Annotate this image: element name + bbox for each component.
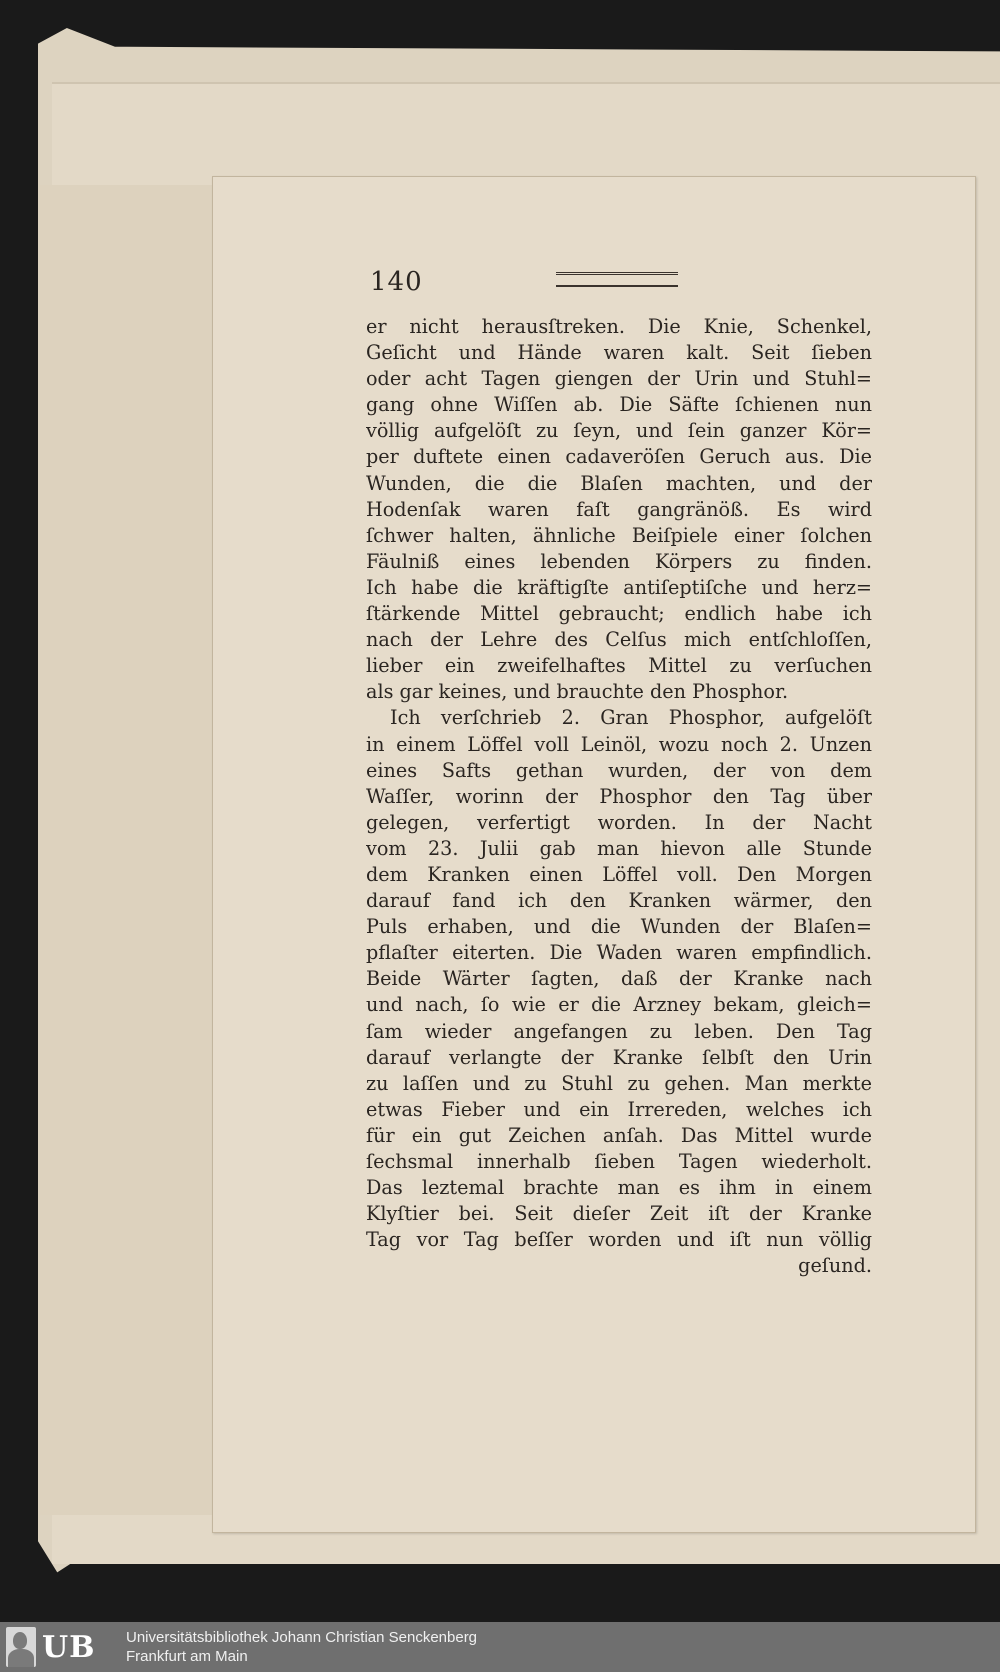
text-line: Geſicht und Hände waren kalt. Seit ſieben — [366, 341, 872, 365]
library-footer — [0, 1622, 1000, 1672]
text-line: Puls erhaben, und die Wunden der Blaſen= — [366, 915, 872, 939]
text-line: in einem Löffel voll Leinöl, wozu noch 2. Unzen — [366, 732, 872, 756]
library-logo — [6, 1627, 116, 1667]
text-line: Ich verſchrieb 2. Gran Phosphor, aufgelöſt — [390, 706, 872, 730]
text-line: für ein gut Zeichen anſah. Das Mittel wurde — [366, 1123, 872, 1147]
text-line: per duftete einen cadaveröſen Geruch aus. Die — [366, 445, 872, 469]
text-line: etwas Fieber und ein Irrereden, welches ich — [366, 1097, 872, 1121]
text-line: er nicht herausſtreken. Die Knie, Schenkel, — [366, 315, 872, 338]
text-line: Waſſer, worinn der Phosphor den Tag über — [366, 784, 872, 808]
text-line: darauf verlangte der Kranke ſelbſt den Urin — [366, 1045, 872, 1069]
text-line: lieber ein zweifelhaftes Mittel zu verſuchen — [366, 654, 872, 678]
text-line: nach der Lehre des Celſus mich entſchloſſen, — [366, 628, 872, 652]
text-line: ſechsmal innerhalb ſieben Tagen wiederholt. — [366, 1150, 872, 1173]
page-body-text — [366, 314, 872, 1279]
text-line: eines Safts gethan wurden, der von dem — [366, 758, 872, 782]
text-line: Klyſtier bei. Seit dieſer Zeit iſt der Kranke — [366, 1202, 872, 1226]
text-line: oder acht Tagen giengen der Urin und Stuhl= — [366, 367, 872, 391]
text-line: Hodenſak waren faſt gangränöß. Es wird — [366, 497, 872, 521]
text-line: Das leztemal brachte man es ihm in einem — [366, 1176, 872, 1200]
text-line: dem Kranken einen Löffel voll. Den Morgen — [366, 862, 872, 886]
text-line: darauf fand ich den Kranken wärmer, den — [366, 889, 872, 913]
text-line: gelegen, verfertigt worden. In der Nacht — [366, 810, 872, 834]
library-name-line2: Frankfurt am Main — [126, 1648, 248, 1665]
text-line: und nach, ſo wie er die Arzney bekam, gleich= — [366, 993, 872, 1017]
text-line: geſund. — [798, 1254, 872, 1278]
text-line: ſam wieder angefangen zu leben. Den Tag — [366, 1019, 872, 1043]
text-line: pflaſter eiterten. Die Waden waren empfindlich. — [366, 941, 872, 965]
text-line: zu laſſen und zu Stuhl zu gehen. Man merkte — [366, 1071, 872, 1095]
text-line: Ich habe die kräftigſte antiſeptiſche und herz= — [366, 575, 872, 599]
text-line: als gar keines, und brauchte den Phosphor. — [366, 680, 789, 704]
page-number: 140 — [370, 267, 423, 297]
text-line: gang ohne Wiſſen ab. Die Säfte ſchienen nun — [366, 393, 872, 417]
text-line: Wunden, die die Blaſen machten, und der — [366, 471, 872, 495]
logo-text: UB — [42, 1629, 96, 1665]
text-line: Beide Wärter ſagten, daß der Kranke nach — [366, 967, 872, 991]
portrait-icon — [6, 1627, 36, 1667]
text-line: vom 23. Julii gab man hievon alle Stunde — [366, 836, 872, 860]
library-name-line1: Universitätsbibliothek Johann Christian Senckenberg — [126, 1629, 478, 1646]
text-line: völlig aufgelöſt zu ſeyn, und ſein ganzer Kör= — [366, 419, 872, 443]
text-line: Fäulniß eines lebenden Körpers zu finden. — [366, 549, 872, 573]
text-line: Tag vor Tag beſſer worden und iſt nun völlig — [366, 1228, 872, 1252]
left-page-flap — [40, 185, 214, 1515]
library-name — [126, 1628, 477, 1666]
text-line: ſtärkende Mittel gebraucht; endlich habe ich — [366, 602, 872, 626]
text-line: ſchwer halten, ähnliche Beiſpiele einer ſolchen — [366, 523, 872, 547]
header-ornament — [556, 272, 678, 287]
